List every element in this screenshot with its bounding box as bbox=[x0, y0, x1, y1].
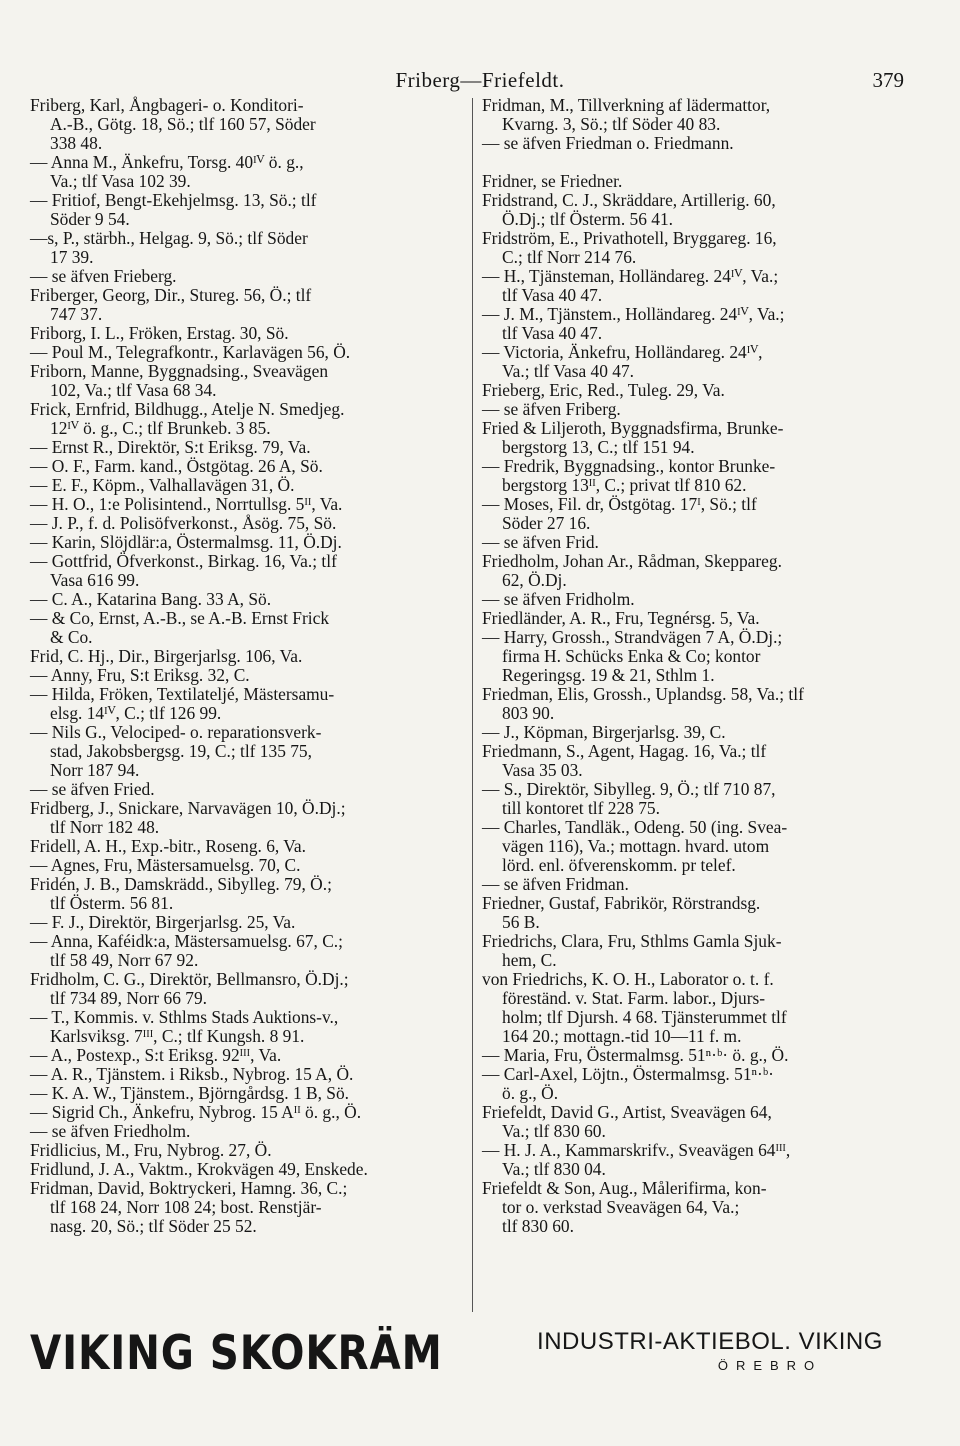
directory-line: Fried & Liljeroth, Byggnadsfirma, Brunke- bbox=[482, 418, 784, 438]
directory-line: A.-B., Götg. 18, Sö.; tlf 160 57, Söder bbox=[50, 114, 316, 134]
directory-line: — se äfven Friberg. bbox=[482, 399, 621, 419]
directory-line: — H. J. A., Kammarskrifv., Sveavägen 64ᴵᴵᴵ, bbox=[482, 1140, 791, 1160]
directory-line: Fridner, se Friedner. bbox=[482, 171, 623, 191]
directory-line: nasg. 20, Sö.; tlf Söder 25 52. bbox=[50, 1216, 257, 1236]
directory-line: föreständ. v. Stat. Farm. labor., Djurs- bbox=[502, 988, 766, 1008]
directory-line: — Anny, Fru, S:t Eriksg. 32, C. bbox=[30, 665, 250, 685]
directory-line: — Hilda, Fröken, Textilateljé, Mästersamu- bbox=[30, 684, 335, 704]
directory-line: von Friedrichs, K. O. H., Laborator o. t. f. bbox=[482, 969, 774, 989]
directory-line: — Carl-Axel, Löjtn., Östermalmsg. 51ⁿ·ᵇ· bbox=[482, 1064, 774, 1084]
directory-line: — Charles, Tandläk., Odeng. 50 (ing. Svea- bbox=[482, 817, 788, 837]
directory-line: — Maria, Fru, Östermalmsg. 51ⁿ·ᵇ· ö. g., Ö. bbox=[482, 1045, 789, 1065]
directory-line: — A. R., Tjänstem. i Riksb., Nybrog. 15 A, Ö. bbox=[30, 1064, 354, 1084]
directory-line: Fridman, David, Boktryckeri, Hamng. 36, C.; bbox=[30, 1178, 348, 1198]
directory-line: Vasa 35 03. bbox=[502, 760, 583, 780]
directory-line: — T., Kommis. v. Sthlms Stads Auktions-v., bbox=[30, 1007, 339, 1027]
directory-line: Frid, C. Hj., Dir., Birgerjarlsg. 106, Va. bbox=[30, 646, 303, 666]
directory-line: Söder 27 16. bbox=[502, 513, 591, 533]
directory-line: Fridberg, J., Snickare, Narvavägen 10, Ö.Dj.; bbox=[30, 798, 346, 818]
left-column bbox=[30, 96, 465, 1236]
directory-line: hem, C. bbox=[502, 950, 557, 970]
directory-line: 803 90. bbox=[502, 703, 555, 723]
directory-line: Fridman, M., Tillverkning af lädermattor, bbox=[482, 95, 771, 115]
directory-line: — Nils G., Velociped- o. reparationsverk- bbox=[30, 722, 322, 742]
directory-line: Vasa 616 99. bbox=[50, 570, 140, 590]
directory-line: vägen 116), Va.; mottagn. hvard. utom bbox=[502, 836, 770, 856]
directory-line: Fridholm, C. G., Direktör, Bellmansro, Ö.Dj.; bbox=[30, 969, 349, 989]
directory-line: — Fredrik, Byggnadsing., kontor Brunke- bbox=[482, 456, 776, 476]
directory-line: tlf 58 49, Norr 67 92. bbox=[50, 950, 199, 970]
directory-line: — se äfven Frieberg. bbox=[30, 266, 177, 286]
directory-line: till kontoret tlf 228 75. bbox=[502, 798, 660, 818]
directory-line: C.; tlf Norr 214 76. bbox=[502, 247, 637, 267]
directory-line: — O. F., Farm. kand., Östgötag. 26 A, Sö. bbox=[30, 456, 323, 476]
directory-line: — Gottfrid, Öfverkonst., Birkag. 16, Va.; tlf bbox=[30, 551, 337, 571]
directory-line: Friedländer, A. R., Fru, Tegnérsg. 5, Va. bbox=[482, 608, 760, 628]
directory-line: tor o. verkstad Sveavägen 64, Va.; bbox=[502, 1197, 740, 1217]
directory-line: tlf Vasa 40 47. bbox=[502, 285, 603, 305]
directory-line: stad, Jakobsbergsg. 19, C.; tlf 135 75, bbox=[50, 741, 312, 761]
directory-line: — Anna, Kaféidk:a, Mästersamuelsg. 67, C.; bbox=[30, 931, 343, 951]
directory-line: Regeringsg. 19 & 21, Sthlm 1. bbox=[502, 665, 715, 685]
directory-line: — K. A. W., Tjänstem., Björngårdsg. 1 B, Sö. bbox=[30, 1083, 349, 1103]
directory-line: lörd. enl. öfverenskomm. pr telef. bbox=[502, 855, 736, 875]
directory-line: Karlsviksg. 7ᴵᴵᴵ, C.; tlf Kungsh. 8 91. bbox=[50, 1026, 305, 1046]
directory-line: 338 48. bbox=[50, 133, 103, 153]
directory-line: tlf Vasa 40 47. bbox=[502, 323, 603, 343]
directory-line: Va.; tlf Vasa 102 39. bbox=[50, 171, 191, 191]
directory-columns bbox=[30, 96, 910, 1312]
directory-line: Friedman, Elis, Grossh., Uplandsg. 58, Va.; tlf bbox=[482, 684, 804, 704]
directory-line: bergstorg 13ᴵᴵ, C.; privat tlf 810 62. bbox=[502, 475, 747, 495]
directory-line: Frieberg, Eric, Red., Tuleg. 29, Va. bbox=[482, 380, 725, 400]
directory-line: 12ᴵⱽ ö. g., C.; tlf Brunkeb. 3 85. bbox=[50, 418, 271, 438]
directory-line: ö. g., Ö. bbox=[502, 1083, 559, 1103]
directory-line: — Agnes, Fru, Mästersamuelsg. 70, C. bbox=[30, 855, 301, 875]
directory-line: — Anna M., Änkefru, Torsg. 40ᴵⱽ ö. g., bbox=[30, 152, 304, 172]
directory-line: Friedholm, Johan Ar., Rådman, Skeppareg. bbox=[482, 551, 782, 571]
directory-line: Ö.Dj.; tlf Österm. 56 41. bbox=[502, 209, 673, 229]
directory-line: bergstorg 13, C.; tlf 151 94. bbox=[502, 437, 695, 457]
directory-line: Fridlicius, M., Fru, Nybrog. 27, Ö. bbox=[30, 1140, 272, 1160]
company-name: INDUSTRI-AKTIEBOL. VIKING bbox=[537, 1328, 883, 1355]
directory-line: & Co. bbox=[50, 627, 93, 647]
directory-line: Friberger, Georg, Dir., Stureg. 56, Ö.; tlf bbox=[30, 285, 312, 305]
directory-line: — A., Postexp., S:t Eriksg. 92ᴵᴵᴵ, Va. bbox=[30, 1045, 282, 1065]
directory-line: Fridell, A. H., Exp.-bitr., Roseng. 6, Va. bbox=[30, 836, 306, 856]
directory-line: holm; tlf Djursh. 4 68. Tjänsterummet tlf bbox=[502, 1007, 787, 1027]
directory-line: — Karin, Slöjdlär:a, Östermalmsg. 11, Ö.Dj. bbox=[30, 532, 342, 552]
directory-line: tlf 830 60. bbox=[502, 1216, 574, 1236]
directory-line: Friedrichs, Clara, Fru, Sthlms Gamla Sjuk- bbox=[482, 931, 782, 951]
page-header bbox=[0, 68, 960, 98]
directory-line: Friedner, Gustaf, Fabrikör, Rörstrandsg. bbox=[482, 893, 761, 913]
directory-line: Friefeldt, David G., Artist, Sveavägen 64, bbox=[482, 1102, 772, 1122]
directory-line: 62, Ö.Dj. bbox=[502, 570, 567, 590]
directory-line: Söder 9 54. bbox=[50, 209, 130, 229]
directory-line: tlf Österm. 56 81. bbox=[50, 893, 174, 913]
company-block bbox=[500, 1328, 920, 1373]
directory-line: — Sigrid Ch., Änkefru, Nybrog. 15 Aᴵᴵ ö. g., Ö. bbox=[30, 1102, 362, 1122]
directory-line: Va.; tlf 830 04. bbox=[502, 1159, 606, 1179]
directory-line: — Fritiof, Bengt-Ekehjelmsg. 13, Sö.; tlf bbox=[30, 190, 317, 210]
directory-line: — Ernst R., Direktör, S:t Eriksg. 79, Va. bbox=[30, 437, 311, 457]
directory-line: 102, Va.; tlf Vasa 68 34. bbox=[50, 380, 217, 400]
directory-line: firma H. Schücks Enka & Co; kontor bbox=[502, 646, 761, 666]
directory-line: elsg. 14ᴵⱽ, C.; tlf 126 99. bbox=[50, 703, 222, 723]
directory-line: — S., Direktör, Sibylleg. 9, Ö.; tlf 710 87, bbox=[482, 779, 776, 799]
directory-line: — se äfven Frid. bbox=[482, 532, 599, 552]
directory-line: Friefeldt & Son, Aug., Målerifirma, kon- bbox=[482, 1178, 767, 1198]
directory-line: — se äfven Fried. bbox=[30, 779, 155, 799]
directory-line: — Victoria, Änkefru, Holländareg. 24ᴵⱽ, bbox=[482, 342, 763, 362]
directory-line: — Moses, Fil. dr, Östgötag. 17ᴵ, Sö.; tlf bbox=[482, 494, 757, 514]
directory-line: Norr 187 94. bbox=[50, 760, 140, 780]
directory-line: 56 B. bbox=[502, 912, 540, 932]
company-city: ÖREBRO bbox=[717, 1358, 823, 1373]
page-number: 379 bbox=[872, 68, 904, 92]
advertisement-footer bbox=[30, 1318, 910, 1390]
directory-line: — se äfven Fridholm. bbox=[482, 589, 635, 609]
directory-line: — & Co, Ernst, A.-B., se A.-B. Ernst Frick bbox=[30, 608, 330, 628]
directory-line: Fridström, E., Privathotell, Bryggareg. 16, bbox=[482, 228, 777, 248]
directory-line: Fridlund, J. A., Vaktm., Krokvägen 49, Enskede. bbox=[30, 1159, 368, 1179]
directory-line: Friberg, Karl, Ångbageri- o. Konditori- bbox=[30, 95, 304, 115]
directory-line: tlf 734 89, Norr 66 79. bbox=[50, 988, 207, 1008]
directory-line: Fridén, J. B., Damskrädd., Sibylleg. 79, Ö.; bbox=[30, 874, 332, 894]
directory-line: tlf 168 24, Norr 108 24; bost. Renstjär- bbox=[50, 1197, 322, 1217]
brand-slogan: VIKING SKOKRÄM bbox=[30, 1326, 443, 1381]
running-title: Friberg—Friefeldt. bbox=[395, 68, 565, 92]
directory-line: — se äfven Friedman o. Friedmann. bbox=[482, 133, 734, 153]
directory-line: 164 20.; mottagn.-tid 10—11 f. m. bbox=[502, 1026, 742, 1046]
directory-line bbox=[482, 153, 932, 172]
directory-line: — H. O., 1:e Polisintend., Norrtullsg. 5ᴵᴵ, Va. bbox=[30, 494, 343, 514]
directory-line: — se äfven Friedholm. bbox=[30, 1121, 191, 1141]
directory-line: Fridstrand, C. J., Skräddare, Artillerig. 60, bbox=[482, 190, 776, 210]
directory-line: — J., Köpman, Birgerjarlsg. 39, C. bbox=[482, 722, 726, 742]
directory-line: 747 37. bbox=[50, 304, 103, 324]
directory-line: —s, P., stärbh., Helgag. 9, Sö.; tlf Söder bbox=[30, 228, 308, 248]
directory-line: Frick, Ernfrid, Bildhugg., Atelje N. Smedjeg. bbox=[30, 399, 345, 419]
directory-line: Friedmann, S., Agent, Hagag. 16, Va.; tlf bbox=[482, 741, 767, 761]
directory-line: Va.; tlf Vasa 40 47. bbox=[502, 361, 635, 381]
directory-line: — J. M., Tjänstem., Holländareg. 24ᴵⱽ, Va.; bbox=[482, 304, 785, 324]
directory-line: Friborg, I. L., Fröken, Erstag. 30, Sö. bbox=[30, 323, 289, 343]
directory-line: — F. J., Direktör, Birgerjarlsg. 25, Va. bbox=[30, 912, 296, 932]
directory-line: tlf Norr 182 48. bbox=[50, 817, 160, 837]
directory-line: — Poul M., Telegrafkontr., Karlavägen 56, Ö. bbox=[30, 342, 351, 362]
directory-line: — Harry, Grossh., Strandvägen 7 A, Ö.Dj.; bbox=[482, 627, 783, 647]
directory-line: Kvarng. 3, Sö.; tlf Söder 40 83. bbox=[502, 114, 721, 134]
right-column bbox=[482, 96, 932, 1236]
directory-line: Va.; tlf 830 60. bbox=[502, 1121, 606, 1141]
directory-line: — se äfven Fridman. bbox=[482, 874, 629, 894]
directory-line: — E. F., Köpm., Valhallavägen 31, Ö. bbox=[30, 475, 295, 495]
directory-line: — H., Tjänsteman, Holländareg. 24ᴵⱽ, Va.; bbox=[482, 266, 779, 286]
directory-line: 17 39. bbox=[50, 247, 94, 267]
directory-line: — J. P., f. d. Polisöfverkonst., Åsög. 75, Sö. bbox=[30, 513, 337, 533]
directory-line: — C. A., Katarina Bang. 33 A, Sö. bbox=[30, 589, 272, 609]
directory-line: Friborn, Manne, Byggnadsing., Sveavägen bbox=[30, 361, 329, 381]
